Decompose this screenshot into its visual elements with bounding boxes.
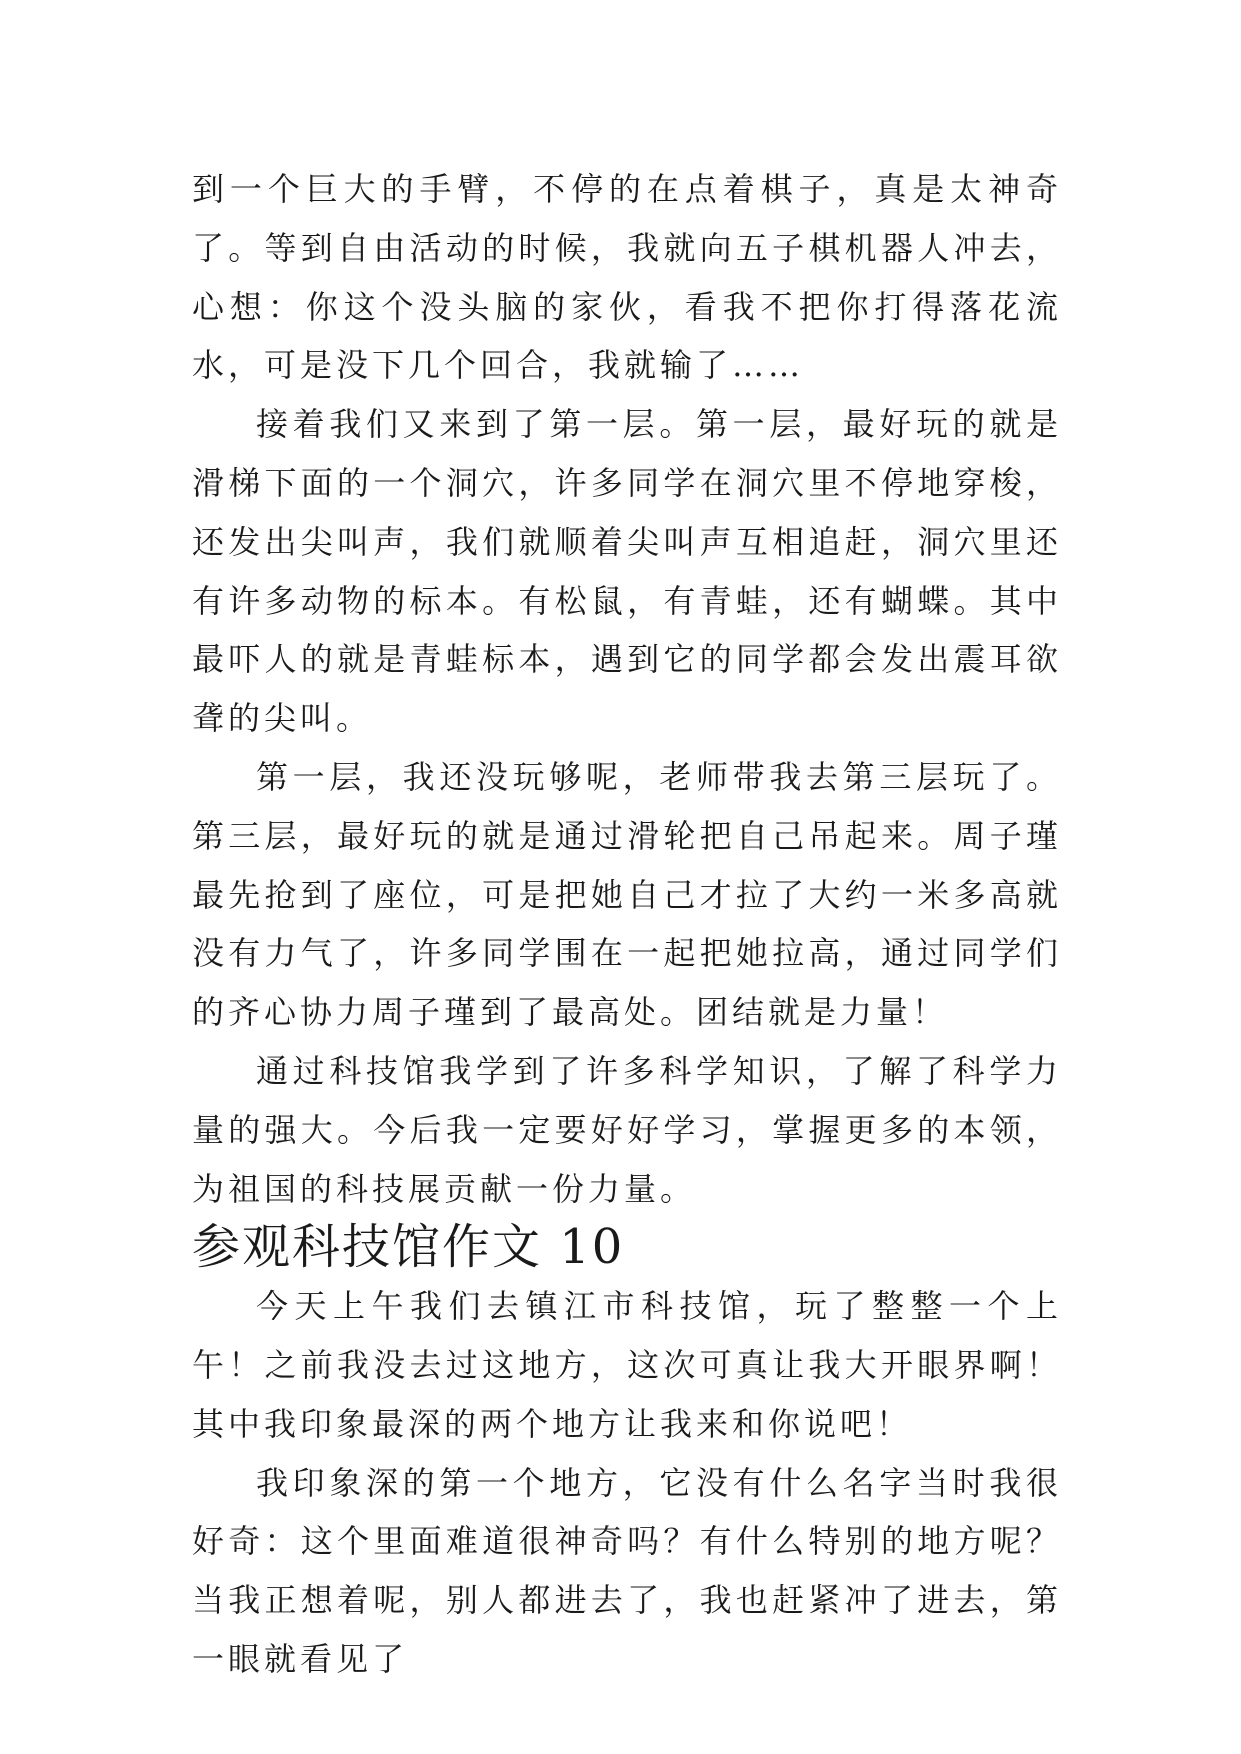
section-paragraph-1: 今天上午我们去镇江市科技馆，玩了整整一个上午！之前我没去过这地方，这次可真让我大开眼界啊！其中我印象最深的两个地方让我来和你说吧！ bbox=[192, 1287, 1062, 1443]
paragraph-1: 到一个巨大的手臂，不停的在点着棋子，真是太神奇了。等到自由活动的时候，我就向五子棋机器人冲去，心想：你这个没头脑的家伙，看我不把你打得落花流水，可是没下几个回合，我就输了…… bbox=[192, 170, 1062, 385]
section-title: 参观科技馆作文 10 bbox=[192, 1219, 625, 1276]
section-paragraph-2: 我印象深的第一个地方，它没有什么名字当时我很好奇：这个里面难道很神奇吗？有什么特别的地方呢？当我正想着呢，别人都进去了，我也赶紧冲了进去，第一眼就看见了 bbox=[192, 1463, 1062, 1678]
paragraph-3: 第一层，我还没玩够呢，老师带我去第三层玩了。第三层，最好玩的就是通过滑轮把自己吊起来。周子瑾最先抢到了座位，可是把她自己才拉了大约一米多高就没有力气了，许多同学围在一起把她拉高，通过同学们的齐心协力周子瑾到了最高处。团结就是力量！ bbox=[192, 757, 1062, 1032]
paragraph-2: 接着我们又来到了第一层。第一层，最好玩的就是滑梯下面的一个洞穴，许多同学在洞穴里不停地穿梭，还发出尖叫声，我们就顺着尖叫声互相追赶，洞穴里还有许多动物的标本。有松鼠，有青蛙，还有蝴蝶。其中最吓人的就是青蛙标本，遇到它的同学都会发出震耳欲聋的尖叫。 bbox=[192, 405, 1062, 738]
document-body bbox=[192, 160, 1062, 1689]
paragraph-4: 通过科技馆我学到了许多科学知识，了解了科学力量的强大。今后我一定要好好学习，掌握更多的本领，为祖国的科技展贡献一份力量。 bbox=[192, 1051, 1062, 1208]
